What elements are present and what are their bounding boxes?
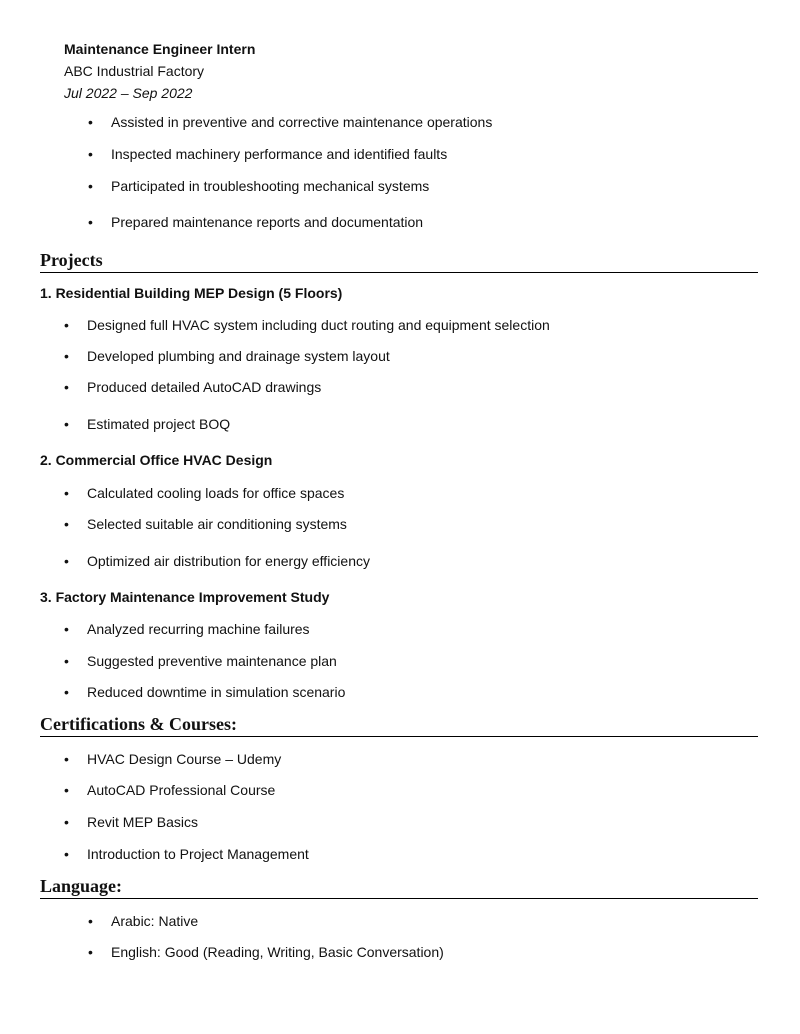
bullet-icon: • [64, 379, 69, 395]
language-heading: Language: [40, 875, 758, 899]
list-item: • Designed full HVAC system including duct routing and equipment selection [64, 317, 550, 333]
bullet-icon: • [64, 751, 69, 767]
bullet-icon: • [64, 416, 69, 432]
list-item: • Suggested preventive maintenance plan [64, 653, 337, 669]
job-title: Maintenance Engineer Intern [64, 41, 256, 57]
bullet-icon: • [88, 146, 93, 162]
list-item: • Estimated project BOQ [64, 416, 231, 432]
bullet-icon: • [64, 621, 69, 637]
list-item: • Introduction to Project Management [64, 846, 309, 862]
list-item: • Developed plumbing and drainage system layout [64, 348, 390, 364]
list-item: • Reduced downtime in simulation scenario [64, 684, 346, 700]
list-item: • HVAC Design Course – Udemy [64, 751, 282, 767]
bullet-icon: • [64, 317, 69, 333]
list-item: • Prepared maintenance reports and documentation [88, 214, 424, 230]
bullet-icon: • [64, 814, 69, 830]
list-item: • Produced detailed AutoCAD drawings [64, 379, 322, 395]
bullet-icon: • [88, 178, 93, 194]
bullet-icon: • [64, 684, 69, 700]
list-item: • Participated in troubleshooting mechanical systems [88, 178, 430, 194]
bullet-icon: • [64, 516, 69, 532]
list-item: • Assisted in preventive and corrective maintenance operations [88, 114, 493, 130]
list-item: • Selected suitable air conditioning systems [64, 516, 347, 532]
bullet-icon: • [88, 214, 93, 230]
certifications-heading: Certifications & Courses: [40, 713, 758, 737]
bullet-icon: • [64, 846, 69, 862]
project-title: 3. Factory Maintenance Improvement Study [40, 589, 330, 605]
list-item: • AutoCAD Professional Course [64, 782, 276, 798]
bullet-icon: • [88, 913, 93, 929]
project-title: 2. Commercial Office HVAC Design [40, 452, 273, 468]
bullet-icon: • [64, 653, 69, 669]
list-item: • Optimized air distribution for energy efficiency [64, 553, 370, 569]
list-item: • Analyzed recurring machine failures [64, 621, 310, 637]
bullet-icon: • [64, 553, 69, 569]
projects-heading: Projects [40, 249, 758, 273]
job-dates: Jul 2022 – Sep 2022 [64, 85, 193, 101]
bullet-icon: • [88, 944, 93, 960]
bullet-icon: • [88, 114, 93, 130]
bullet-icon: • [64, 348, 69, 364]
bullet-icon: • [64, 782, 69, 798]
job-company: ABC Industrial Factory [64, 63, 205, 79]
list-item: • Inspected machinery performance and identified faults [88, 146, 448, 162]
list-item: • Calculated cooling loads for office spaces [64, 485, 345, 501]
list-item: • Arabic: Native [88, 913, 199, 929]
experience-entry [64, 38, 255, 104]
list-item: • Revit MEP Basics [64, 814, 198, 830]
project-title: 1. Residential Building MEP Design (5 Floors) [40, 285, 343, 301]
bullet-icon: • [64, 485, 69, 501]
list-item: • English: Good (Reading, Writing, Basic Conversation) [88, 944, 444, 960]
